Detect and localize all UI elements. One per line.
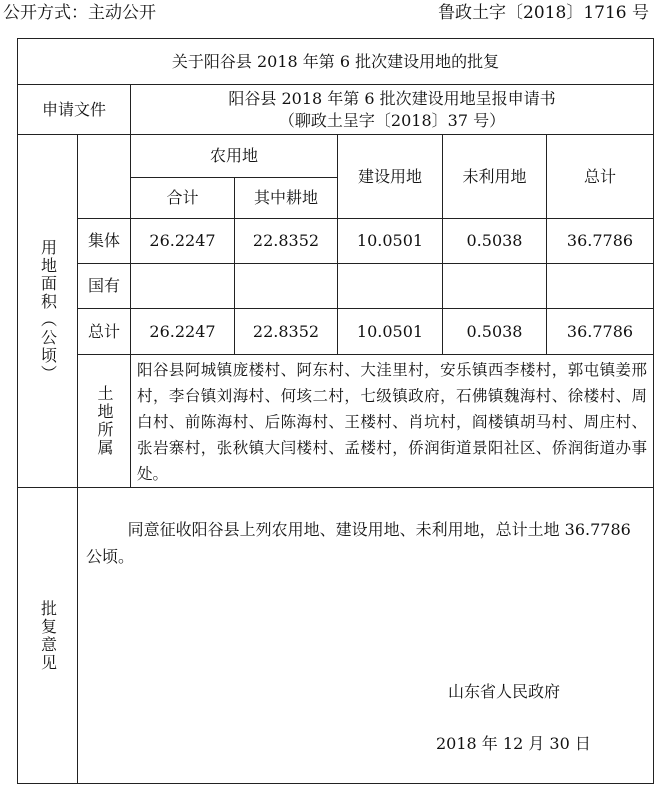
disclosure-method: 公开方式：主动公开 <box>3 3 156 23</box>
cell-value <box>131 264 235 309</box>
cell-value <box>235 264 338 309</box>
table-row <box>18 219 654 264</box>
location-text: 阳谷县阿城镇庞楼村、阿东村、大洼里村，安乐镇西李楼村，郭屯镇姜邢村，李台镇刘海村、何垓二村，七级镇政府，石佛镇魏海村、徐楼村、周白村、前陈海村、后陈海村、王楼村、肖坑村，阎楼镇胡马村、周庄村、张岩寨村，张秋镇大闫楼村、孟楼村，侨润街道景阳社区、侨润街道办事处。 <box>137 361 648 483</box>
application-label: 申请文件 <box>18 85 131 135</box>
opinion-label: 批复意见 <box>38 599 58 672</box>
col-agri-farmland: 其中耕地 <box>235 178 338 219</box>
blank-corner <box>78 135 131 219</box>
area-label-cell <box>18 135 78 488</box>
application-line-1: 阳谷县 2018 年第 6 批次建设用地呈报申请书 <box>228 88 556 108</box>
table-row <box>18 264 654 309</box>
cell-value: 0.5038 <box>443 309 547 355</box>
signature-date: 2018 年 12 月 30 日 <box>436 734 591 753</box>
cell-value <box>338 264 443 309</box>
col-construction: 建设用地 <box>338 135 443 219</box>
form-title: 关于阳谷县 2018 年第 6 批次建设用地的批复 <box>18 39 654 85</box>
cell-value: 22.8352 <box>235 219 338 264</box>
cell-value: 0.5038 <box>443 219 547 264</box>
row-label-total: 总计 <box>78 309 131 355</box>
cell-value <box>547 264 654 309</box>
location-cell <box>131 355 654 488</box>
area-label: 用地面积（公顷） <box>38 239 58 383</box>
cell-value: 26.2247 <box>131 309 235 355</box>
cell-value: 10.0501 <box>338 309 443 355</box>
table-row <box>18 309 654 355</box>
col-total: 总计 <box>547 135 654 219</box>
application-document <box>131 85 654 135</box>
cell-value: 36.7786 <box>547 219 654 264</box>
application-line-2: （聊政土呈字〔2018〕37 号） <box>278 110 506 130</box>
cell-value: 22.8352 <box>235 309 338 355</box>
signature-organization: 山东省人民政府 <box>448 682 561 701</box>
row-label-state: 国有 <box>78 264 131 309</box>
row-label-collective: 集体 <box>78 219 131 264</box>
opinion-text: 同意征收阳谷县上列农用地、建设用地、未利用地，总计土地 36.7786 公顷。 <box>86 520 631 566</box>
approval-form-table <box>17 38 654 784</box>
opinion-label-cell <box>18 488 78 784</box>
location-label: 土地所属 <box>95 385 114 457</box>
cell-value: 26.2247 <box>131 219 235 264</box>
col-unused: 未利用地 <box>443 135 547 219</box>
cell-value <box>443 264 547 309</box>
location-label-cell <box>78 355 131 488</box>
document-number: 鲁政土字〔2018〕1716 号 <box>438 3 649 23</box>
cell-value: 36.7786 <box>547 309 654 355</box>
opinion-cell <box>78 488 654 784</box>
col-agri: 农用地 <box>131 135 338 178</box>
cell-value: 10.0501 <box>338 219 443 264</box>
col-agri-total: 合计 <box>131 178 235 219</box>
